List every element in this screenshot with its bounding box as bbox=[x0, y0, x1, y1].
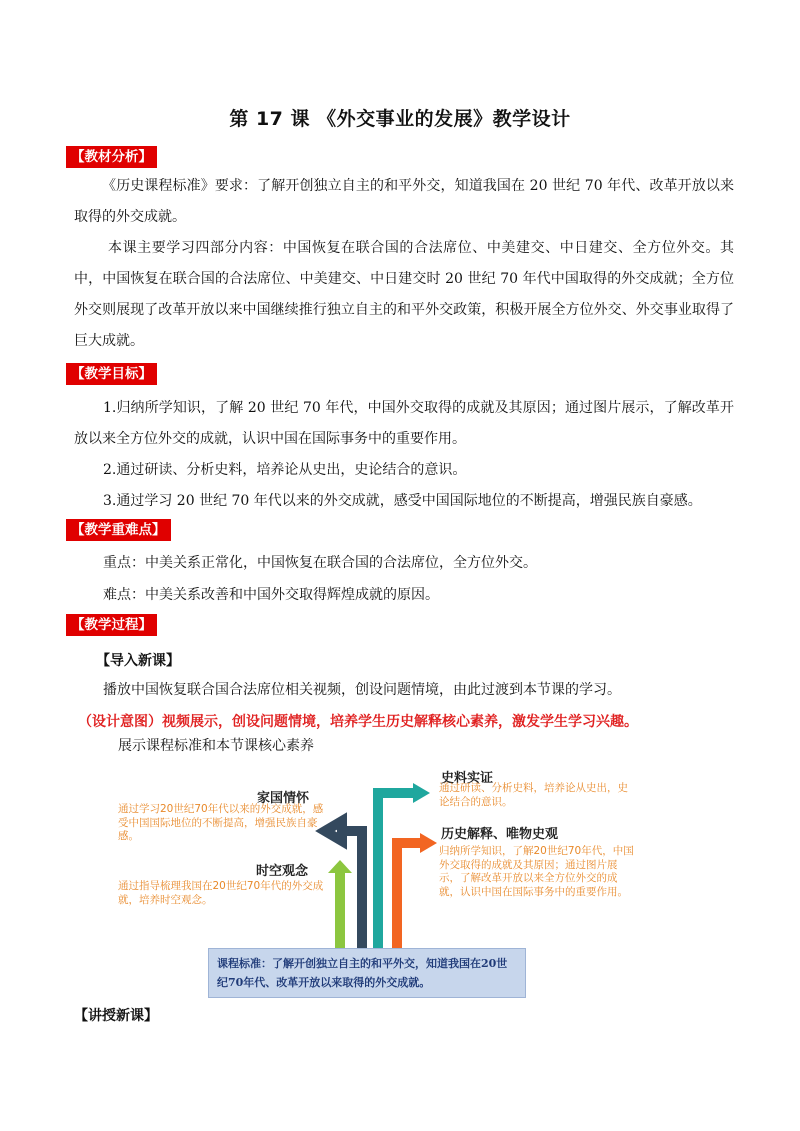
design-intent: （设计意图）视频展示，创设问题情境，培养学生历史解释核心素养，激发学生学习兴趣。 bbox=[78, 714, 638, 730]
interpretation-text: 归纳所学知识，了解20世纪70年代，中国外交取得的成就及其原因；通过图片展示，了解改革开放以来全方位外交的成就，认识中国在国际事务中的重要作用。 bbox=[439, 845, 634, 898]
evidence-heading: 史料实证 bbox=[441, 771, 494, 786]
spacetime-text: 通过指导梳理我国在20世纪70年代的外交成就，培养时空观念。 bbox=[118, 880, 324, 906]
page-title: 第 17 课 《外交事业的发展》教学设计 bbox=[229, 108, 571, 130]
evidence-text: 通过研读、分析史料，培养论从史出，史论结合的意识。 bbox=[439, 782, 628, 808]
analysis-paragraph-2: 本课主要学习四部分内容：中国恢复在联合国的合法席位、中美建交、中日建交、全方位外交。其中，中国恢复在联合国的合法席位、中美建交、中日建交时 20 世纪 70 年代中国取得的外交成就；全方位外交则展现了改革开放以来中国继续推行独立自主的和平外交政策，积极开展全方位外交、外交事业取得了巨大成就。 bbox=[74, 240, 734, 349]
goal-1: 1.归纳所学知识，了解 20 世纪 70 年代，中国外交取得的成就及其原因；通过图片展示，了解改革开放以来全方位外交的成就，认识中国在国际事务中的重要作用。 bbox=[74, 400, 734, 447]
section-tag-keypoints: 【教学重难点】 bbox=[66, 519, 171, 541]
section-tag-process: 【教学过程】 bbox=[66, 614, 157, 636]
patriotism-heading: 家国情怀 bbox=[257, 791, 310, 806]
intro-heading: 【导入新课】 bbox=[96, 653, 180, 669]
key-focus: 重点：中美关系正常化，中国恢复在联合国的合法席位，全方位外交。 bbox=[103, 555, 537, 571]
core-literacy-figure bbox=[100, 765, 640, 1000]
orange-arrowhead bbox=[420, 833, 437, 853]
intro-text: 播放中国恢复联合国合法席位相关视频，创设问题情境，由此过渡到本节课的学习。 bbox=[103, 682, 621, 698]
patriotism-text: 通过学习20世纪70年代以来的外交成就，感受中国国际地位的不断提高，增强民族自豪感。 bbox=[118, 803, 324, 842]
spacetime-heading: 时空观念 bbox=[256, 864, 309, 879]
teal-arrowhead bbox=[413, 783, 430, 803]
goal-3: 3.通过学习 20 世纪 70 年代以来的外交成就，感受中国国际地位的不断提高，增强民族自豪感。 bbox=[103, 493, 702, 509]
curriculum-standard-box: 课程标准：了解开创独立自主的和平外交，知道我国在20世纪70年代、改革开放以来取得的外交成就。 bbox=[208, 948, 526, 998]
goal-2: 2.通过研读、分析史料，培养论从史出，史论结合的意识。 bbox=[103, 462, 467, 478]
analysis-paragraph-1: 《历史课程标准》要求：了解开创独立自主的和平外交，知道我国在 20 世纪 70 年代、改革开放以来取得的外交成就。 bbox=[74, 178, 734, 225]
new-lesson-heading: 【讲授新课】 bbox=[74, 1008, 158, 1024]
show-text: 展示课程标准和本节课核心素养 bbox=[118, 738, 314, 754]
interpretation-heading: 历史解释、唯物史观 bbox=[441, 827, 559, 842]
key-difficulty: 难点：中美关系改善和中国外交取得辉煌成就的原因。 bbox=[103, 587, 439, 603]
section-tag-goals: 【教学目标】 bbox=[66, 363, 157, 385]
section-tag-analysis: 【教材分析】 bbox=[66, 146, 157, 168]
green-arrow bbox=[328, 860, 352, 948]
orange-arrow bbox=[397, 843, 420, 948]
